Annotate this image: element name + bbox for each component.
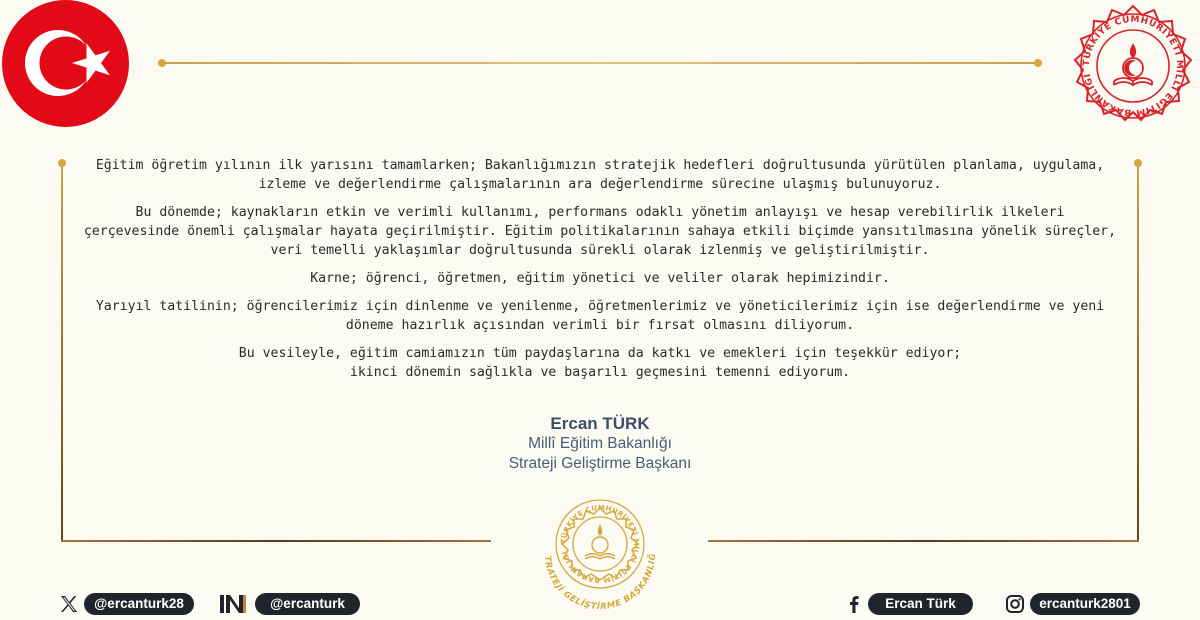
bottom-seal-outer-text: TRATEJİ GELİŞTİRME BAŞKANLIĞ bbox=[541, 552, 659, 613]
message-paragraph: Eğitim öğretim yılının ilk yarısını tamamlarken; Bakanlığımızın stratejik hedefleri doğrultusunda yürütülen planlama, uygulama, izleme ve değerlendirme çalışmalarının ara değerlendirme sürecine ulaşmış bulunuyoruz. bbox=[95, 158, 1105, 192]
message-paragraph: Bu dönemde; kaynakların etkin ve verimli kullanımı, performans odaklı yönetim anlayışı ve hesap verebilirlik ilkeleri çerçevesinde önemli çalışmalar hayata geçirilmiştir. Eğitim politikalarının sahaya etkili biçimde yansıtılmasına yönelik süreçler, veri temelli yaklaşımlar doğrultusunda sürekli olarak izlenmiş ve geliştirilmiştir. bbox=[83, 205, 1117, 258]
strategy-department-seal-icon bbox=[535, 486, 665, 616]
message-paragraph: Bu vesileyle, eğitim camiamızın tüm paydaşlarına da katkı ve emekleri için teşekkür ediyor; ikinci dönemin sağlıkla ve başarılı geçmesini temenni ediyorum. bbox=[238, 346, 962, 380]
frame-bottom-left-line bbox=[61, 540, 491, 542]
x-logo-icon[interactable] bbox=[58, 593, 80, 615]
instagram-handle-link[interactable]: ercanturk2801 bbox=[1030, 593, 1140, 615]
instagram-logo-icon[interactable] bbox=[1004, 593, 1026, 615]
seal-ring-text: TÜRKİYE CUMHURİYETİ MİLLÎ EĞİTİM BAKANLIĞI bbox=[1081, 14, 1185, 118]
bottom-seal-inner-text: TÜRKİYE CUMHURİYETİ MİLLÎ EĞİTİM BAKANLIĞI bbox=[559, 503, 641, 585]
signature-title-1: Millî Eğitim Bakanlığı bbox=[528, 435, 672, 452]
message-body bbox=[60, 156, 1140, 391]
facebook-logo-icon[interactable] bbox=[843, 593, 865, 615]
message-paragraph: Yarıyıl tatilinin; öğrencilerimiz için dinlenme ve yenilenme, öğretmenlerimiz ve yöneticilerimiz için ise değerlendirme ve yeni döneme hazırlık açısından verimli bir fırsat olmasını diliyorum. bbox=[95, 299, 1105, 333]
signature-name: Ercan TÜRK bbox=[550, 414, 650, 433]
nsosyal-handle-link[interactable]: @ercanturk bbox=[255, 593, 360, 615]
facebook-name-link[interactable]: Ercan Türk bbox=[868, 593, 973, 615]
message-paragraph: Karne; öğrenci, öğretmen, eğitim yönetici ve veliler olarak hepimizindir. bbox=[310, 271, 890, 286]
meb-seal-icon bbox=[1070, 3, 1196, 129]
header-divider bbox=[164, 62, 1036, 64]
header-line-dot-right bbox=[1034, 59, 1042, 67]
signature-title-2: Strateji Geliştirme Başkanı bbox=[508, 455, 692, 472]
turkish-flag-icon bbox=[2, 0, 129, 127]
x-handle-link[interactable]: @ercanturk28 bbox=[84, 593, 194, 615]
frame-bottom-right-line bbox=[708, 540, 1139, 542]
svg-text:TÜRKİYE CUMHURİYETİ MİLLÎ EĞİT bbox=[559, 504, 640, 584]
nsosyal-logo-icon[interactable] bbox=[219, 593, 241, 615]
